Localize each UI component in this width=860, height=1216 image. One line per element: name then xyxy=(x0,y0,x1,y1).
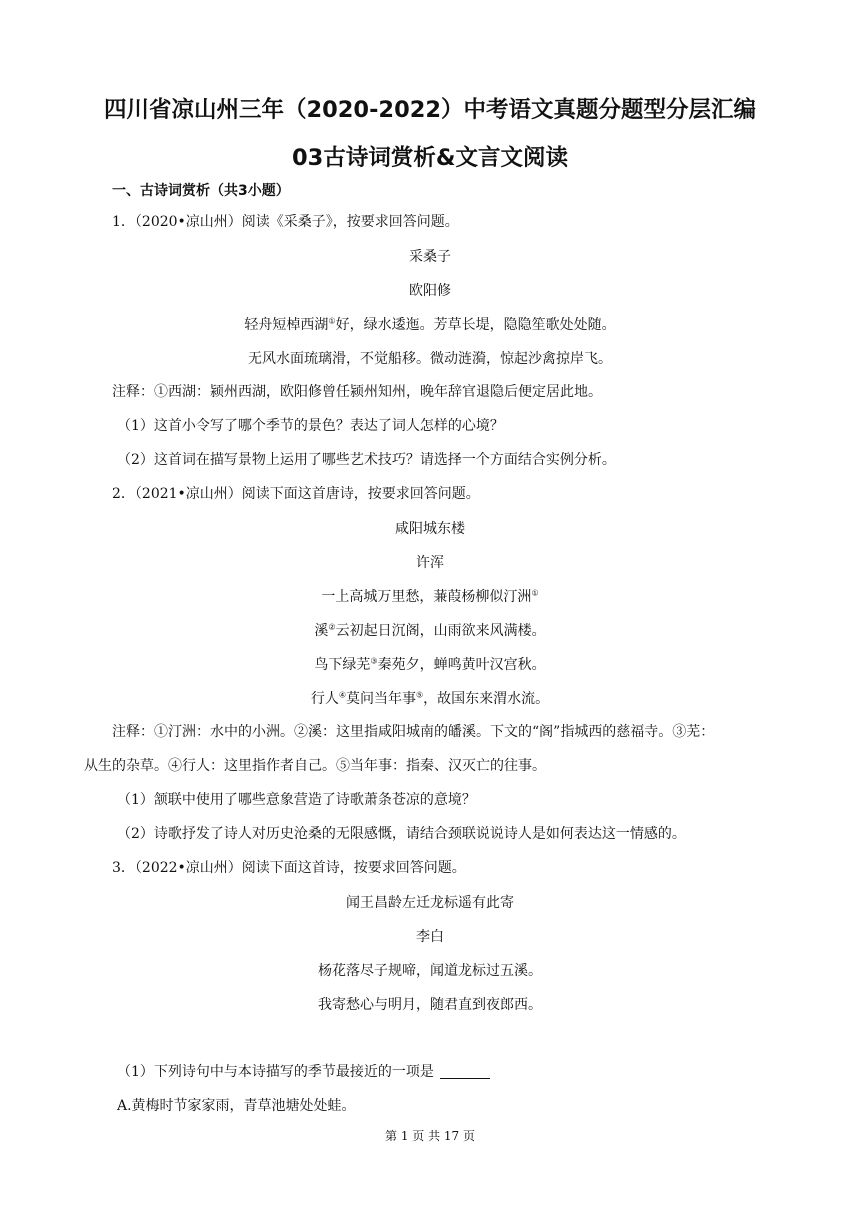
title-line-1: 四川省凉山州三年（2020-2022）中考语文真题分题型分层汇编 xyxy=(103,97,757,123)
q3-poem-line-1: 杨花落尽子规啼，闻道龙标过五溪。 xyxy=(318,963,542,979)
q2-poem-line-3 xyxy=(0,654,860,674)
q2-l4a: 行人 xyxy=(310,691,339,707)
q1-sub-question-1: （1）这首小令写了哪个季节的景色？表达了词人怎样的心境？ xyxy=(117,418,504,434)
footnote-mark: ③ xyxy=(370,656,378,666)
q2-l3b: 秦苑夕，蝉鸣黄叶汉宫秋。 xyxy=(377,657,546,673)
q1-author: 欧阳修 xyxy=(409,283,451,299)
q3-poem-title: 闻王昌龄左迁龙标遥有此寄 xyxy=(346,895,514,911)
q2-note-line-2: 从生的杂草。④行人：这里指作者自己。⑤当年事：指秦、汉灭亡的往事。 xyxy=(84,758,546,774)
q2-sub-question-1: （1）颔联中使用了哪些意象营造了诗歌萧条苍凉的意境？ xyxy=(117,792,476,808)
answer-blank[interactable] xyxy=(440,1064,490,1079)
q2-sub-question-2: （2）诗歌抒发了诗人对历史沧桑的无限感慨，请结合颈联说说诗人是如何表达这一情感的。 xyxy=(117,826,686,842)
q3-poem-line-2: 我寄愁心与明月，随君直到夜郎西。 xyxy=(318,997,542,1013)
q2-note-line-1: 注释：①汀洲：水中的小洲。②溪：这里指咸阳城南的皤溪。下文的“阁”指城西的慈福寺。③芜： xyxy=(112,724,715,740)
q1-poem-line-1 xyxy=(0,314,860,334)
footnote-mark: ② xyxy=(328,622,336,632)
footnote-mark: ④ xyxy=(338,690,346,700)
q2-poem-line-2 xyxy=(0,620,860,640)
q1-line1b: 好，绿水逶迤。芳草长堤，隐隐笙歌处处随。 xyxy=(335,317,616,333)
q2-l2a: 溪 xyxy=(314,623,329,639)
q3-author: 李白 xyxy=(416,929,444,945)
q3-sub-question-1 xyxy=(117,1062,490,1082)
q1-note: 注释：①西湖：颍州西湖，欧阳修曾任颍州知州，晚年辞官退隐后便定居此地。 xyxy=(112,384,602,400)
q2-l3a: 鸟下绿芜 xyxy=(314,657,371,673)
q2-author: 许浑 xyxy=(416,555,444,571)
q2-poem-title: 咸阳城东楼 xyxy=(395,521,465,537)
q1-stem: 1．（2020•凉山州）阅读《采桑子》，按要求回答问题。 xyxy=(112,214,459,230)
title-line-2: 03古诗词赏析&文言文阅读 xyxy=(292,145,568,171)
q1-poem-line-2: 无风水面琉璃滑，不觉船移。微动涟漪，惊起沙禽掠岸飞。 xyxy=(248,351,612,367)
footnote-mark: ① xyxy=(328,316,336,326)
q3-stem: 3．（2022•凉山州）阅读下面这首诗，按要求回答问题。 xyxy=(112,860,466,876)
q1-line1a: 轻舟短棹西湖 xyxy=(244,317,329,333)
q1-sub-question-2: （2）这首词在描写景物上运用了哪些艺术技巧？请选择一个方面结合实例分析。 xyxy=(117,452,616,468)
q2-l4c: ，故国东来渭水流。 xyxy=(423,691,550,707)
section-heading: 一、古诗词赏析（共3小题） xyxy=(112,183,290,199)
q1-poem-title: 采桑子 xyxy=(409,249,451,265)
q2-l2b: 云初起日沉阁，山雨欲来风满楼。 xyxy=(335,623,546,639)
q2-l4b: 莫问当年事 xyxy=(346,691,416,707)
q3-sub1-text: （1）下列诗句中与本诗描写的季节最接近的一项是 xyxy=(117,1064,434,1080)
footnote-mark: ⑤ xyxy=(416,690,424,700)
page-footer: 第 1 页 共 17 页 xyxy=(385,1129,475,1143)
q2-poem-line-1 xyxy=(0,586,860,606)
q2-l1a: 一上高城万里愁，蒹葭杨柳似汀洲 xyxy=(321,589,532,605)
q3-option-a: A.黄梅时节家家雨，青草池塘处处蛙。 xyxy=(117,1098,356,1114)
q2-stem: 2．（2021•凉山州）阅读下面这首唐诗，按要求回答问题。 xyxy=(112,486,480,502)
q2-poem-line-4 xyxy=(0,688,860,708)
footnote-mark: ① xyxy=(531,588,539,598)
